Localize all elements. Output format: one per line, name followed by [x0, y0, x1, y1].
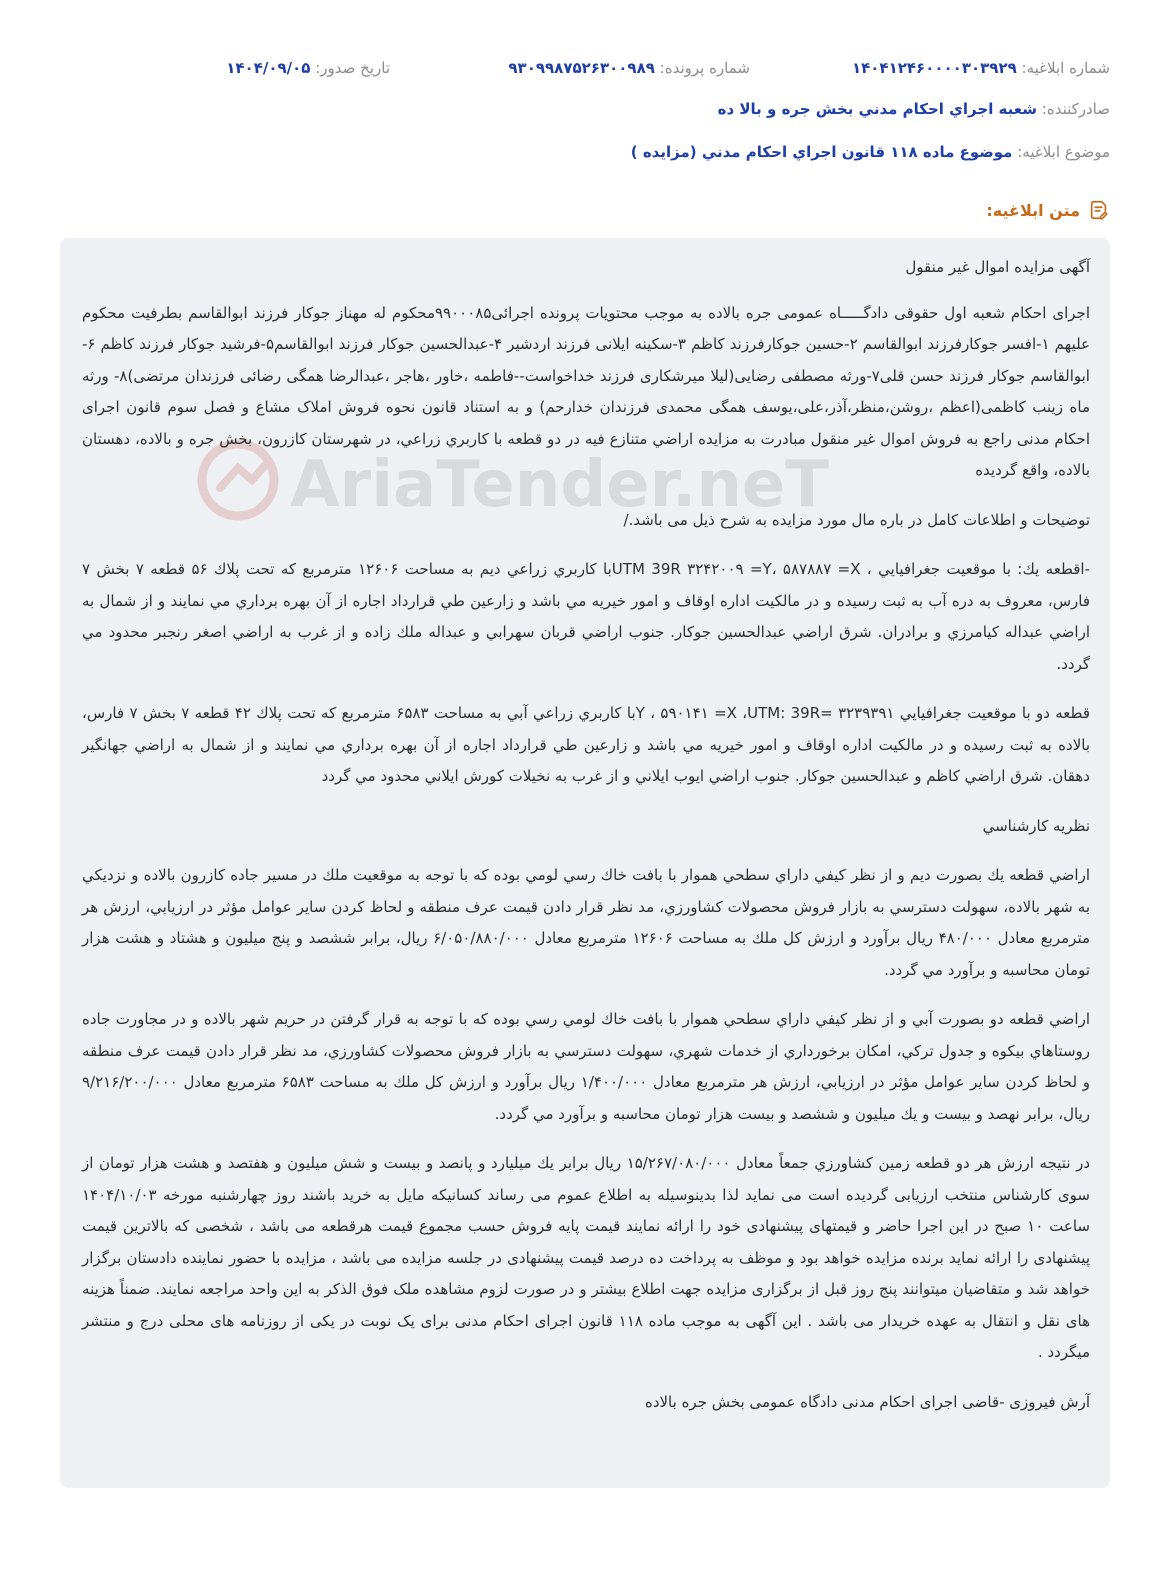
subject-value: موضوع ماده ۱۱۸ قانون اجراي احكام مدني (مزايده ) — [630, 143, 1013, 161]
case-number — [508, 56, 750, 80]
issuer-row — [64, 97, 1110, 121]
notice-text-header — [986, 199, 1110, 221]
watermark-text: AriaTender.neT — [290, 448, 829, 522]
notice-paragraph: قطعه دو با موقعيت جغرافيايي ۳۲۳۹۳۹۱ =Y ، ۵۹۰۱۴۱ =X ،UTM: 39Rبا كاربري زراعي آبي به مساحت ۶۵۸۳ مترمربع كه تحت پلاك ۴۲ قطعه ۷ بخش ۷ فارس، بالاده به ثبت رسيده و در مالكيت اداره اوقاف و امور خيريه مي باشد و زارعين طي قرارداد اجاره از آن بهره برداري مي نمايند و از شمال به اراضي جهانگير دهقان. شرق اراضي كاظم و عبدالحسين جوكار. جنوب اراضي ايوب ايلاني و از غرب به نخيلات كورش ايلاني محدود مي گردد — [82, 704, 1091, 785]
document-edit-icon — [1088, 199, 1110, 221]
notice-signature: آرش فیروزی -قاضی اجرای احکام مدنی دادگاه عمومی بخش جره بالاده — [644, 1392, 1090, 1411]
subject-row — [64, 140, 1110, 164]
case-number-value: ۹۳۰۹۹۸۷۵۲۶۳۰۰۹۸۹ — [508, 59, 655, 77]
notice-paragraph: نظريه كارشناسي — [982, 816, 1090, 835]
case-number-label: شماره پرونده: — [659, 59, 750, 77]
notice-paragraph: -اقطعه يك: با موقعيت جغرافيايي ، UTM 39R ۳۲۴۲۰۰۹ =Y، ۵۸۷۸۸۷ =Xبا كاربري زراعي ديم به مساحت ۱۲۶۰۶ مترمربع كه تحت پلاك ۵۶ قطعه ۷ بخش ۷ فارس، معروف به دره آب به ثبت رسيده و در مالكيت اداره اوقاف و امور خيريه مي باشد و زارعين طي قرارداد اجاره از آن بهره برداري مي نمايند و از شمال به اراضي عبداله كيامرزي و برادران. شرق اراضي عبدالحسين جوكار. جنوب اراضي قربان سهرابي و عبداله ملك زاده و از غرب به اراضي اصغر رنجبر محدود مي گردد. — [82, 560, 1090, 673]
notice-number-value: ۱۴۰۴۱۲۴۶۰۰۰۰۳۰۳۹۲۹ — [851, 59, 1017, 77]
subject-label: موضوع ابلاغيه: — [1017, 143, 1110, 161]
issuer-label: صادرکننده: — [1041, 100, 1110, 118]
notice-paragraph: در نتيجه ارزش هر دو قطعه زمين كشاورزي جمعاً معادل ۱۵/۲۶۷/۰۸۰/۰۰۰ ريال برابر يك ميليارد و پانصد و بيست و شش ميليون و هفتصد و هشت هزار تومان از سوی کارشناس منتخب ارزیابی گردیده است می نماید لذا بدینوسیله به اطلاع عموم می رساند کسانیکه مایل به خرید باشند روز چهارشنبه مورخه ۱۴۰۴/۱۰/۰۳ ساعت ۱۰ صبح در این اجرا حاضر و قیمتهای پیشنهادی خود را ارائه نمایند قیمت پایه فروش حسب مجموع قیمت هرقطعه می باشد ، شخصی که بالاترین قیمت پیشنهادی را ارائه نماید برنده مزایده خواهد بود و موظف به پرداخت ده درصد قیمت پیشنهادی در جلسه مزایده می باشد ، مزایده با حضور نماینده دادستان برگزار خواهد شد و متقاضیان میتوانند پنج روز قبل از برگزاری مزایده جهت اطلاع بیشتر و در صورت لزوم مشاهده ملک فوق الذکر به این واحد مراجعه نمایند. ضمناً هزینه های نقل و انتقال به عهده خریدار می باشد . این آگهی به موجب ماده ۱۱۸ قانون اجرای احکام مدنی برای یک نوبت در یکی از روزنامه های محلی درج و منتشر میگردد . — [82, 1154, 1091, 1361]
notice-number-label: شماره ابلاغيه: — [1021, 59, 1110, 77]
issue-date — [226, 56, 390, 80]
issuer-value: شعبه اجراي احكام مدني بخش جره و بالا ده — [717, 100, 1037, 118]
notice-paragraph: اجرای احکام شعبه اول حقوقی دادگـــــاه عمومی جره بالاده به موجب محتویات پرونده اجرائی۹۹۰۰۰۸۵محکوم له مهناز جوکار فرزند ابوالقاسم بطرفیت محکوم علیهم ۱-افسر جوکارفرزند ابوالقاسم ۲-حسین جوکارفرزند کاظم ۳-سکینه ایلانی فرزند اردشیر ۴-عبدالحسین جوکار فرزند ابوالقاسم۵-فرشید جوکار فرزند کاظم ۶-ابوالقاسم جوکار فرزند حسن قلی۷-ورثه مصطفی رضایی(لیلا میرشکاری فرزند خداخواست--فاطمه ،خاور ،هاجر ،عبدالرضا همگی رضائی فرزندان مرتضی)۸- ورثه ماه زینب کاظمی(اعظم ،روشن،منظر،آذر،علی،یوسف همگی محمدی فرزندان خدارحم) و به استناد قانون نحوه فروش املاک مشاع و فصل سوم قانون اجرای احکام مدنی راجع به فروش اموال غیر منقول مبادرت به مزایده اراضي متنازع فيه در دو قطعه با كاربري زراعي، در شهرستان كازرون، بخش جره و بالاده، دهستان بالاده، واقع گرديده — [82, 303, 1091, 479]
notice-paragraph: آگهی مزایده اموال غیر منقول — [905, 258, 1090, 276]
notice-number — [852, 56, 1110, 80]
notice-paragraph: توضيحات و اطلاعات كامل در باره مال مورد مزايده به شرح ذيل می باشد./ — [623, 510, 1090, 529]
notice-paragraph: اراضي قطعه دو بصورت آبي و از نظر كيفي داراي سطحي هموار با بافت خاك لومي رسي بوده كه با توجه به قرار گرفتن در حريم شهر بالاده و در مجاورت جاده روستاهاي بيكوه و جدول تركي، امكان برخورداري از خدمات شهري، سهولت دسترسي به بازار فروش محصولات كشاورزي، مد نظر قرار دادن قيمت عرف منطقه و لحاظ كردن ساير عوامل مؤثر در ارزيابي، ارزش هر مترمربع معادل ۱/۴۰۰/۰۰۰ ريال برآورد و ارزش كل ملك به مساحت ۶۵۸۳ مترمربع معادل ۹/۲۱۶/۲۰۰/۰۰۰ ريال، برابر نهصد و بيست و يك ميليون و ششصد و بيست هزار تومان محاسبه و برآورد مي گردد. — [82, 1010, 1090, 1123]
notice-text-title: متن ابلاغيه: — [986, 200, 1080, 220]
issue-date-value: ۱۴۰۴/۰۹/۰۵ — [226, 59, 311, 77]
issue-date-label: تاريخ صدور: — [315, 59, 390, 77]
notice-paragraph: اراضي قطعه يك بصورت ديم و از نظر كيفي داراي سطحي هموار با بافت خاك رسي لومي بوده كه با توجه به موقعيت ملك در مسير جاده كازرون بالاده و نزديكي به شهر بالاده، سهولت دسترسي به بازار فروش محصولات كشاورزي، مد نظر قرار دادن قيمت عرف منطقه و لحاظ كردن ساير عوامل مؤثر در ارزيابي، ارزش هر مترمربع معادل ۴۸۰/۰۰۰ ريال برآورد و ارزش كل ملك به مساحت ۱۲۶۰۶ مترمربع معادل ۶/۰۵۰/۸۸۰/۰۰۰ ريال، برابر ششصد و پنج ميليون و هشتاد و هشت هزار تومان محاسبه و برآورد مي گردد. — [82, 866, 1091, 979]
notice-body — [60, 238, 1110, 1488]
